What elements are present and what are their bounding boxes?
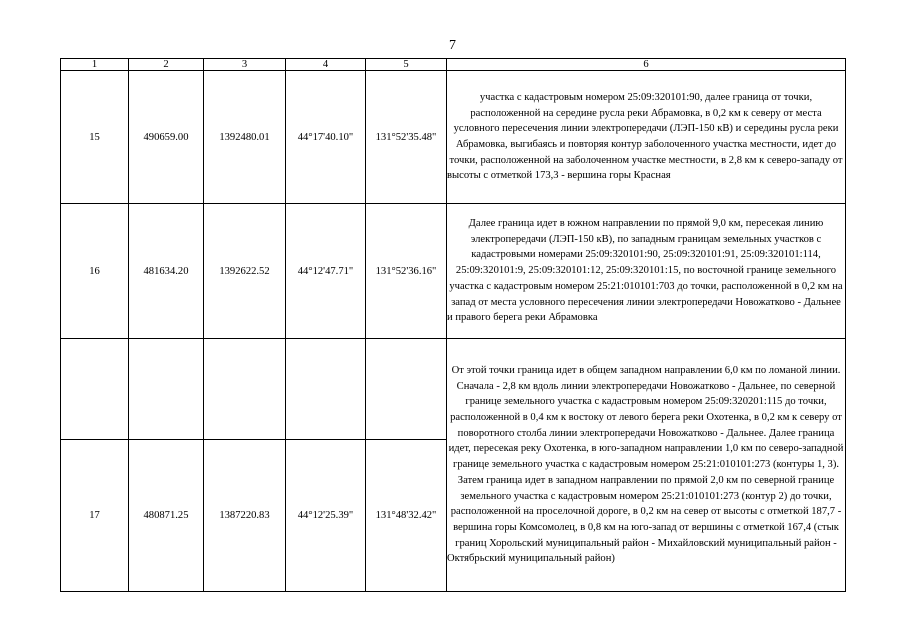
longitude: [366, 339, 447, 440]
point-number: 16: [61, 204, 129, 339]
boundary-description: участка с кадастровым номером 25:09:320101:90, далее граница от точки, расположенной на середине русла реки Абрамовка, в 0,2 км к северу от места условного пересечения линии электропередачи (ЛЭП-150 кВ) и середины русла реки Абрамовка, выгибаясь и повторяя контур заболоченного участка местности, идет до точки, расположенной на заболоченном участке местности, в 2,8 км к северо-западу от высоты с отметкой 173,3 - вершина горы Красная: [447, 71, 846, 204]
point-number: 17: [61, 440, 129, 592]
coordinate-y: 1392622.52: [204, 204, 286, 339]
page-number: 7: [449, 38, 456, 53]
coordinate-y: [204, 339, 286, 440]
longitude: 131°52'36.16": [366, 204, 447, 339]
coordinate-x: 490659.00: [129, 71, 204, 204]
latitude: [286, 339, 366, 440]
column-number-3: 3: [204, 59, 286, 71]
column-number-6: 6: [447, 59, 846, 71]
column-number-row: [61, 59, 846, 71]
table-row: [61, 71, 846, 204]
boundary-points-table: [60, 58, 846, 592]
boundary-description: От этой точки граница идет в общем западном направлении 6,0 км по ломаной линии. Сначала - 2,8 км вдоль линии электропередачи Новожатково - Дальнее, по северной границе земельного участка с кадастровым номером 25:09:320201:115 до точки, расположенной в 0,4 км к востоку от левого берега реки Охотенка, в 0,2 км к северу от поворотного столба линии электропередачи Новожатково - Дальнее. Далее граница идет, пересекая реку Охотенка, в юго-западном направлении 1,0 км по северо-западной границе земельного участка с кадастровым номером 25:21:010101:273 (контуры 1, 3). Затем граница идет в западном направлении по прямой 2,0 км по северной границе земельного участка с кадастровым номером 25:21:010101:273 (контур 2) до точки, расположенной на проселочной дороге, в 0,2 км на север от высоты с отметкой 187,7 - вершина горы Комсомолец, в 0,8 км на юго-запад от вершины с отметкой 167,4 (стык границ Хорольский муниципальный район - Михайловский муниципальный район - Октябрьский муниципальный район): [447, 339, 846, 592]
point-number: [61, 339, 129, 440]
point-number: 15: [61, 71, 129, 204]
latitude: 44°12'25.39": [286, 440, 366, 592]
longitude: 131°48'32.42": [366, 440, 447, 592]
coordinate-x: 480871.25: [129, 440, 204, 592]
table-row: [61, 204, 846, 274]
coordinate-y: 1387220.83: [204, 440, 286, 592]
column-number-1: 1: [61, 59, 129, 71]
column-number-5: 5: [366, 59, 447, 71]
column-number-4: 4: [286, 59, 366, 71]
table-row: [61, 339, 846, 439]
longitude: 131°52'35.48": [366, 71, 447, 204]
boundary-description: Далее граница идет в южном направлении по прямой 9,0 км, пересекая линию электропередачи (ЛЭП-150 кВ), по западным границам земельных участков с кадастровыми номерами 25:09:320101:90, 25:09:320101:91, 25:09:320101:114, 25:09:320101:9, 25:09:320101:12, 25:09:320101:15, по восточной границе земельного участка с кадастровым номером 25:21:010101:703 до точки, расположенной в 0,2 км на запад от места условного пересечения линии электропередачи Новожатково - Дальнее и правого берега реки Абрамовка: [447, 204, 846, 339]
latitude: 44°12'47.71": [286, 204, 366, 339]
coordinate-y: 1392480.01: [204, 71, 286, 204]
coordinate-x: [129, 339, 204, 440]
coordinate-x: 481634.20: [129, 204, 204, 339]
latitude: 44°17'40.10": [286, 71, 366, 204]
column-number-2: 2: [129, 59, 204, 71]
